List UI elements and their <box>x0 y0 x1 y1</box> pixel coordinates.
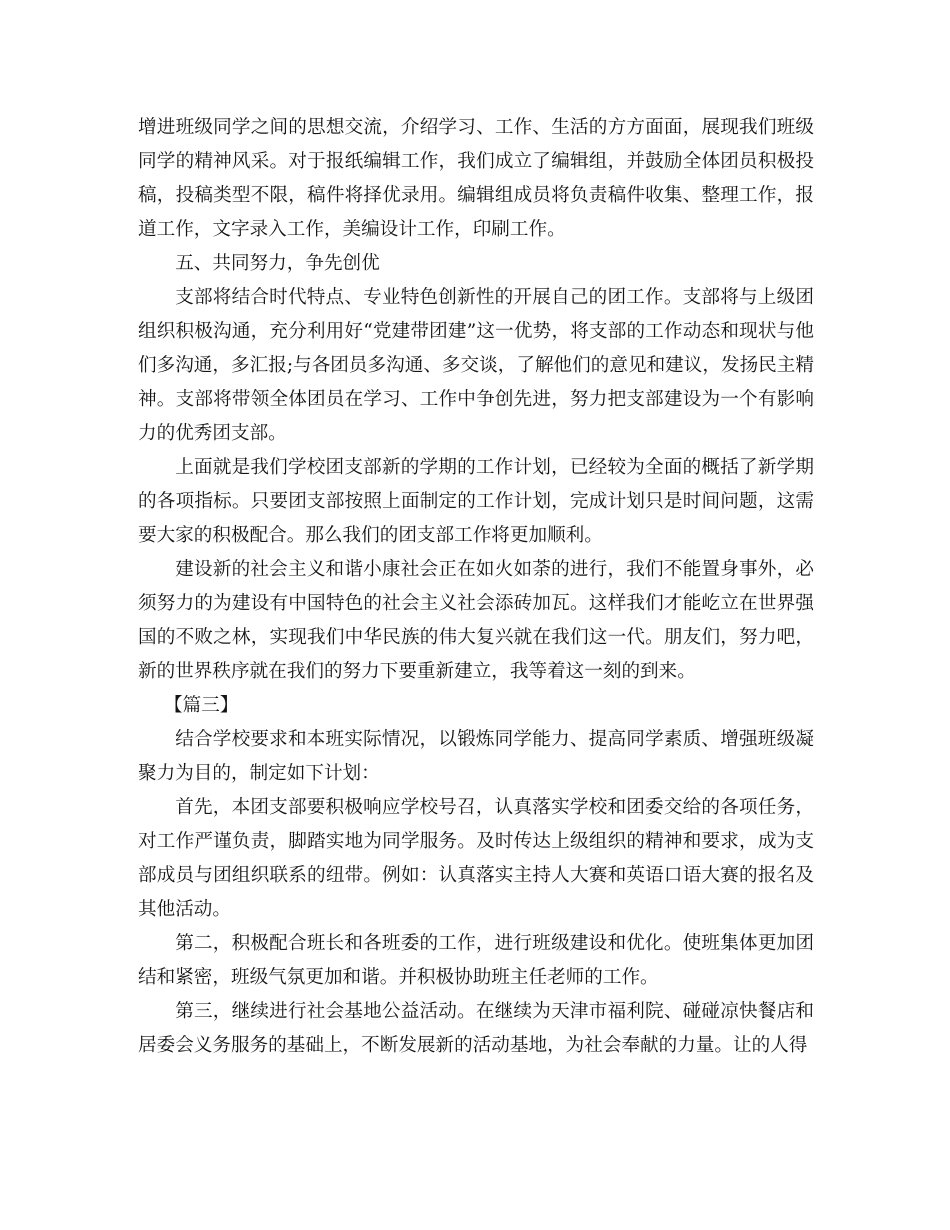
document-page <box>138 111 814 1063</box>
paragraph-first: 首先，本团支部要积极响应学校号召，认真落实学校和团委交给的各项任务，对工作严谨负责，脚踏实地为同学服务。及时传达上级组织的精神和要求，成为支部成员与团组织联系的纽带。例如：认真落实主持人大赛和英语口语大赛的报名及其他活动。 <box>138 797 814 920</box>
paragraph-branch-work: 支部将结合时代特点、专业特色创新性的开展自己的团工作。支部将与上级团组织积极沟通，充分利用好“党建带团建”这一优势，将支部的工作动态和现状与他们多沟通，多汇报;与各团员多沟通、多交谈，了解他们的意见和建议，发扬民主精神。支部将带领全体团员在学习、工作中争创先进，努力把支部建设为一个有影响力的优秀团支部。 <box>138 287 814 444</box>
section-heading-part-three: 【篇三】 <box>164 695 239 716</box>
paragraph-closing: 建设新的社会主义和谐小康社会正在如火如荼的进行，我们不能置身事外，必须努力的为建设有中国特色的社会主义社会添砖加瓦。这样我们才能屹立在世界强国的不败之林，实现我们中华民族的伟大复兴就在我们这一代。朋友们，努力吧，新的世界秩序就在我们的努力下要重新建立，我等着这一刻的到来。 <box>138 559 814 682</box>
paragraph-second: 第二，积极配合班长和各班委的工作，进行班级建设和优化。使班集体更加团结和紧密，班级气氛更加和谐。并积极协助班主任老师的工作。 <box>138 933 814 988</box>
paragraph-plan-summary: 上面就是我们学校团支部新的学期的工作计划，已经较为全面的概括了新学期的各项指标。只要团支部按照上面制定的工作计划，完成计划只是时间问题，这需要大家的积极配合。那么我们的团支部工作将更加顺利。 <box>138 457 814 546</box>
section-heading-five: 五、共同努力，争先创优 <box>175 253 380 274</box>
paragraph-intro: 结合学校要求和本班实际情况，以锻炼同学能力、提高同学素质、增强班级凝聚力为目的，制定如下计划： <box>138 729 814 784</box>
paragraph-third: 第三，继续进行社会基地公益活动。在继续为天津市福利院、碰碰凉快餐店和居委会义务服务的基础上，不断发展新的活动基地，为社会奉献的力量。让的人得 <box>138 1001 814 1056</box>
paragraph-continuation: 增进班级同学之间的思想交流，介绍学习、工作、生活的方方面面，展现我们班级同学的精神风采。对于报纸编辑工作，我们成立了编辑组，并鼓励全体团员积极投稿，投稿类型不限，稿件将择优录用。编辑组成员将负责稿件收集、整理工作，报道工作，文字录入工作，美编设计工作，印刷工作。 <box>138 117 814 240</box>
